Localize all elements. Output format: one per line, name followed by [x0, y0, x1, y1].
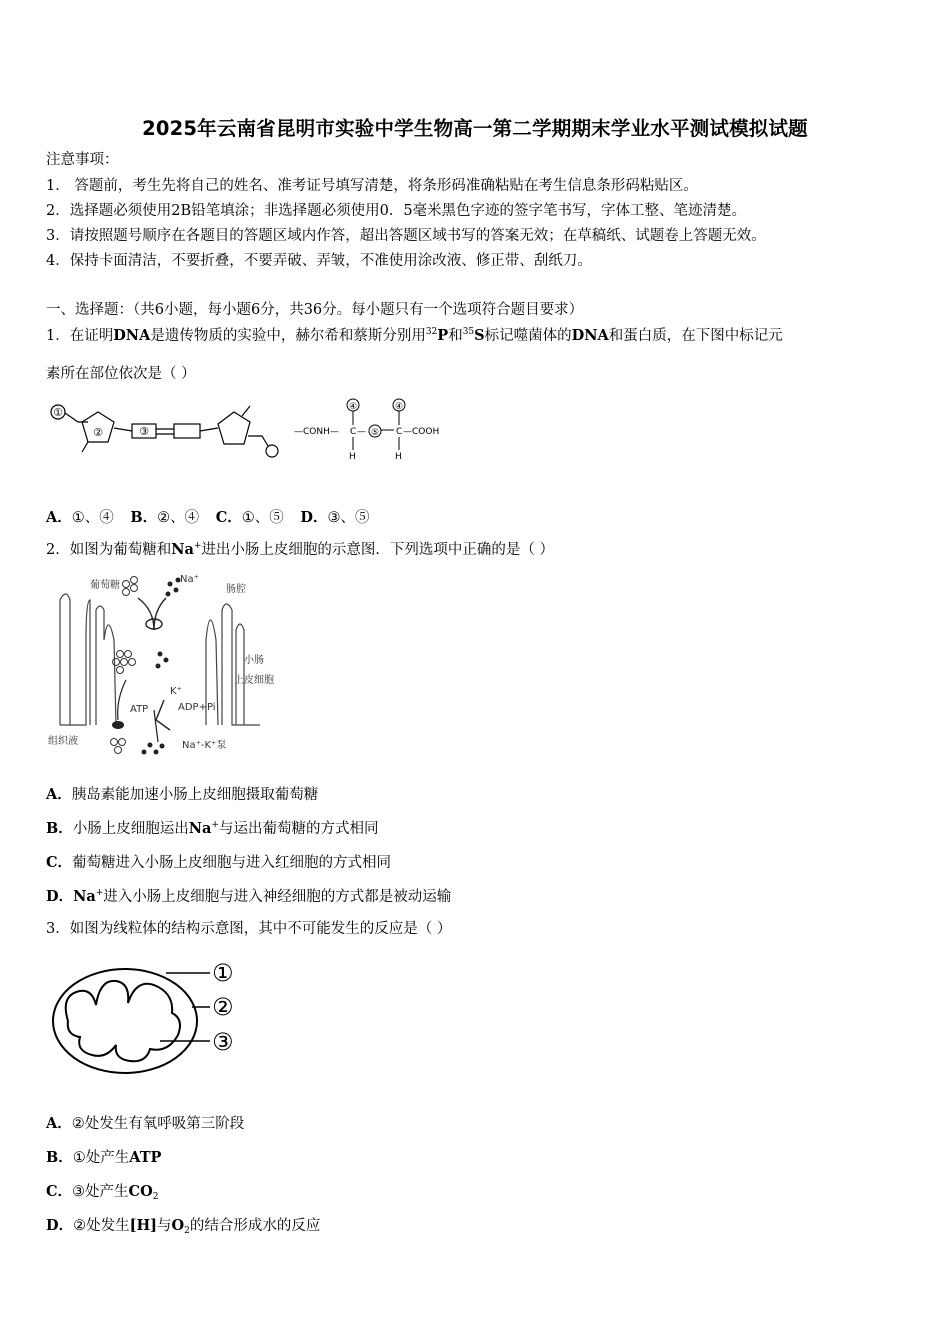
option-text: CO: [128, 1183, 153, 1200]
figure-label: ②: [212, 993, 234, 1021]
question-2-option-d: [46, 885, 451, 906]
text: DNA: [113, 327, 151, 344]
option-text: O: [171, 1217, 185, 1234]
text: 和蛋白质，在下图中标记元: [608, 328, 783, 344]
text: DNA: [571, 327, 609, 344]
option-letter: A．: [46, 509, 72, 526]
figure-label: ⑤: [370, 428, 380, 438]
notes-heading: 注意事项：: [46, 152, 119, 168]
option-letter: A．: [46, 1115, 72, 1132]
chain-text: —: [357, 427, 366, 437]
text: Na: [171, 541, 194, 558]
question-2-option-b: [46, 817, 378, 838]
option-letter: C．: [46, 854, 73, 871]
note-item: 4．保持卡面清洁，不要折叠，不要弄破、弄皱，不准使用涂改液、修正带、刮纸刀。: [46, 253, 592, 269]
intestinal-cell-figure: [46, 570, 286, 760]
option-text: ③、⑤: [327, 510, 370, 526]
text: P: [437, 327, 449, 344]
figure-label: 小肠: [244, 655, 264, 666]
option-text: ①、④: [71, 510, 114, 526]
option-letter: C．: [46, 1183, 73, 1200]
superscript: 35: [462, 327, 475, 337]
question-1-stem-line2: 素所在部位依次是（ ）: [46, 366, 196, 382]
figure-label: 葡萄糖: [90, 580, 120, 591]
option-text: Na: [188, 820, 212, 837]
text: 如图为葡萄糖和: [69, 542, 172, 558]
figure-label: 肠腔: [226, 584, 246, 595]
option-letter: D．: [46, 888, 74, 905]
figure-label: ATP: [130, 704, 149, 715]
option-text: ①处产生: [72, 1150, 130, 1166]
subscript: 2: [152, 1192, 159, 1202]
text: 在证明: [69, 328, 114, 344]
superscript: +: [193, 541, 202, 551]
question-1-options: [46, 506, 369, 527]
text: 进出小肠上皮细胞的示意图．下列选项中正确的是（ ）: [201, 542, 555, 558]
figure-label: ③: [139, 425, 149, 438]
option-text: ②处发生有氧呼吸第三阶段: [71, 1116, 245, 1132]
text: 如图为线粒体的结构示意图，其中不可能发生的反应是（ ）: [69, 921, 452, 937]
page-title: 2025年云南省昆明市实验中学生物高一第二学期期末学业水平测试模拟试题: [142, 117, 808, 140]
note-item: 3．请按照题号顺序在各题目的答题区域内作答，超出答题区域书写的答案无效；在草稿纸、试题卷上答题无效。: [46, 228, 766, 244]
question-number: 2．: [46, 542, 70, 558]
text: 标记噬菌体的: [484, 328, 572, 344]
question-3-option-c: [46, 1180, 158, 1201]
option-text: [H]: [129, 1217, 157, 1234]
question-3-option-a: [46, 1112, 244, 1133]
option-text: 与: [157, 1218, 172, 1234]
chain-text: —COOH: [403, 427, 440, 437]
option-text: 进入小肠上皮细胞与进入神经细胞的方式都是被动运输: [103, 889, 452, 905]
figure-label: Na⁺-K⁺泵: [182, 740, 227, 751]
option-text: 小肠上皮细胞运出: [72, 821, 189, 837]
question-2-option-a: [46, 783, 318, 804]
chain-text: H: [395, 452, 402, 462]
figure-label: ②: [93, 426, 103, 439]
option-letter: C．: [215, 509, 242, 526]
question-1-stem: [46, 326, 783, 346]
superscript: +: [211, 820, 219, 830]
superscript: +: [95, 888, 104, 898]
option-letter: D．: [46, 1217, 74, 1234]
note-item: 1． 答题前，考生先将自己的姓名、准考证号填写清楚，将条形码准确粘贴在考生信息条形码粘贴区。: [46, 178, 698, 194]
note-item: 2．选择题必须使用2B铅笔填涂；非选择题必须使用0．5毫米黑色字迹的签字笔书写，字体工整、笔迹清楚。: [46, 203, 747, 219]
question-3-stem: [46, 919, 451, 939]
question-3-option-d: [46, 1214, 320, 1235]
figure-label: 组织液: [48, 736, 78, 747]
option-text: ③处产生: [72, 1184, 129, 1200]
option-letter: B．: [130, 509, 158, 526]
figure-label: ①: [53, 406, 63, 419]
option-text: 胰岛素能加速小肠上皮细胞摄取葡萄糖: [71, 787, 319, 803]
option-letter: A．: [46, 786, 72, 803]
chain-text: C: [396, 427, 403, 437]
nucleotide-figure: [46, 400, 296, 470]
option-text: 葡萄糖进入小肠上皮细胞与进入红细胞的方式相同: [72, 855, 392, 871]
question-2-option-c: [46, 851, 391, 872]
question-3-option-b: [46, 1146, 161, 1167]
question-2-stem: [46, 540, 554, 560]
mitochondrion-figure: [50, 955, 250, 1080]
superscript: 32: [425, 327, 438, 337]
question-number: 1．: [46, 328, 70, 344]
chain-text: —CONH—: [294, 427, 339, 437]
chain-text: H: [349, 452, 356, 462]
option-letter: B．: [46, 1149, 73, 1166]
question-number: 3．: [46, 921, 70, 937]
option-text: Na: [73, 888, 96, 905]
option-letter: D．: [300, 509, 328, 526]
option-text: ①、⑤: [241, 510, 284, 526]
amino-acid-figure: [293, 398, 453, 464]
figure-label: ④: [394, 402, 404, 412]
text: S: [474, 327, 485, 344]
option-letter: B．: [46, 820, 73, 837]
figure-label: ADP+Pi: [178, 702, 216, 713]
text: 是遗传物质的实验中，赫尔希和蔡斯分别用: [150, 328, 426, 344]
figure-label: K⁺: [170, 686, 182, 697]
figure-label: 上皮细胞: [234, 675, 274, 686]
figure-label: Na⁺: [180, 574, 199, 585]
figure-label: ④: [348, 402, 358, 412]
figure-label: ③: [212, 1028, 234, 1056]
option-text: ATP: [129, 1149, 162, 1166]
option-text: 的结合形成水的反应: [189, 1218, 321, 1234]
text: 和: [448, 328, 463, 344]
option-text: ②处发生: [73, 1218, 130, 1234]
chain-text: C: [350, 427, 357, 437]
section-heading: 一、选择题：（共6小题，每小题6分，共36分。每小题只有一个选项符合题目要求）: [46, 302, 584, 318]
option-text: 与运出葡萄糖的方式相同: [218, 821, 379, 837]
subscript: 2: [184, 1226, 190, 1236]
figure-label: ①: [212, 959, 234, 987]
option-text: ②、④: [157, 510, 200, 526]
